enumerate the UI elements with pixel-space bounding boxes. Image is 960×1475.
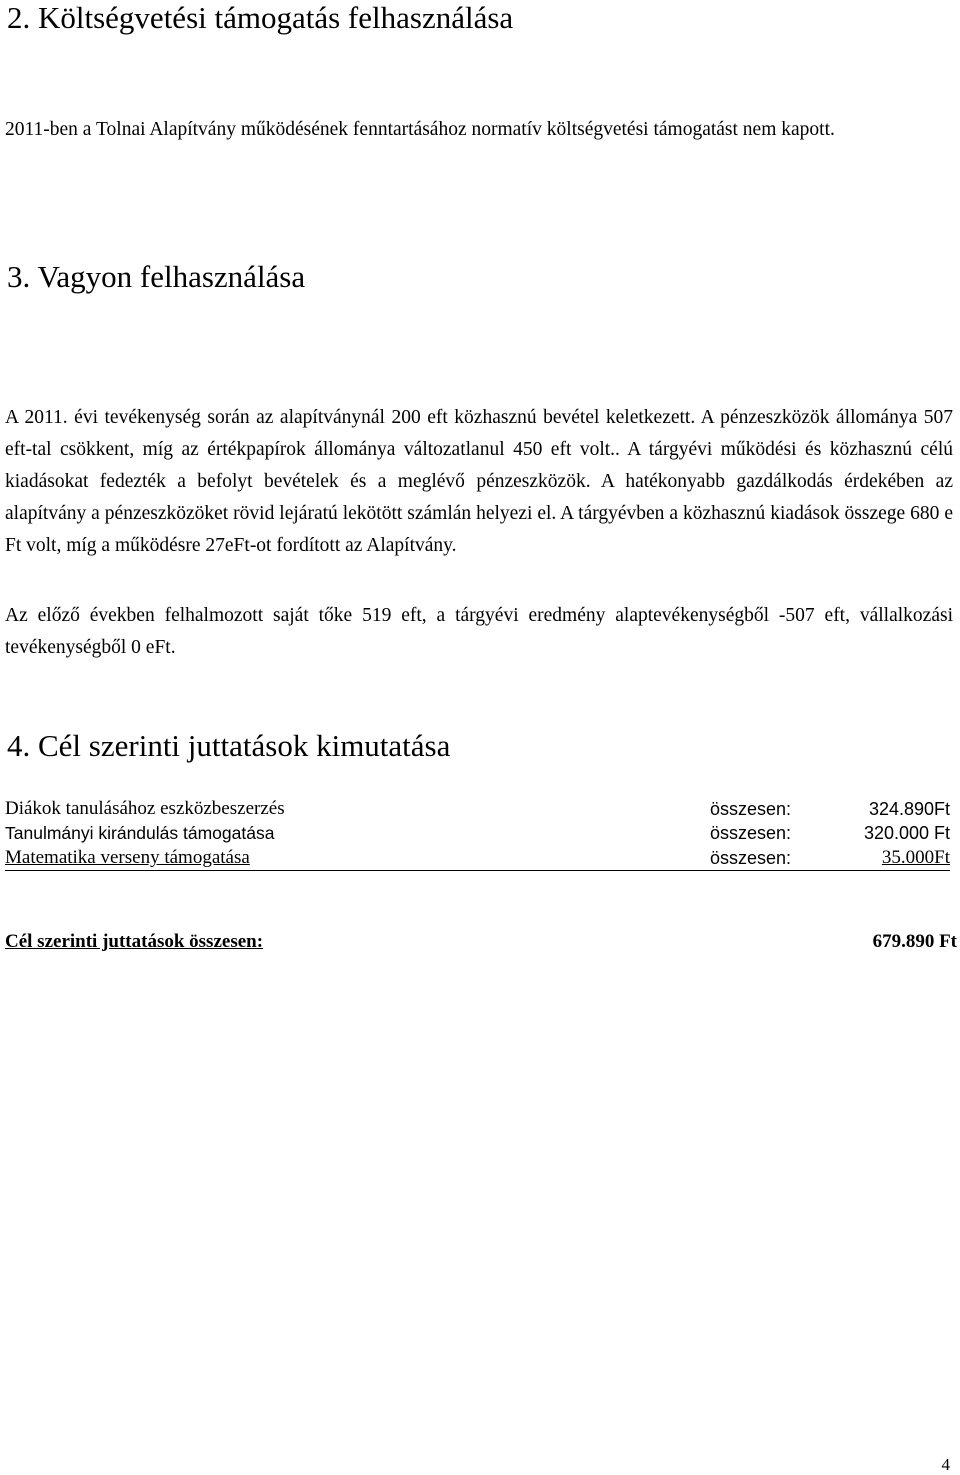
table-row — [5, 820, 950, 846]
row-sum-label: összesen: — [710, 799, 792, 819]
row-label: Tanulmányi kirándulás támogatása — [5, 823, 275, 843]
total-amount: 679.890 Ft — [872, 931, 957, 952]
section-3-heading: 3. Vagyon felhasználása — [7, 259, 306, 294]
row-sum-label: összesen: — [710, 848, 792, 868]
section-4-heading: 4. Cél szerinti juttatások kimutatása — [7, 728, 451, 763]
section-2-text: 2011-ben a Tolnai Alapítvány működésének fenntartásához normatív költségvetési támogatást nem kapott. — [5, 119, 835, 140]
row-sum-label: összesen: — [710, 823, 792, 843]
table-row — [5, 796, 950, 822]
row-label: Matematika verseny támogatása — [5, 847, 250, 868]
row-amount: 320.000 Ft — [863, 823, 950, 843]
table-row — [5, 845, 950, 871]
table-bottom-rule — [5, 870, 950, 871]
row-label: Diákok tanulásához eszközbeszerzés — [5, 798, 285, 819]
section-3-paragraph-2: Az előző években felhalmozott saját tőke 519 eft, a tárgyévi eredmény alaptevékenységből -507 eft, vállalkozási tevékenységből 0 eFt. — [5, 605, 953, 658]
row-amount: 35.000Ft — [881, 847, 950, 868]
total-label: Cél szerinti juttatások összesen: — [5, 931, 264, 952]
page-number: 4 — [941, 1455, 950, 1474]
section-2-heading: 2. Költségvetési támogatás felhasználása — [7, 0, 514, 35]
section-3-paragraph-1: A 2011. évi tevékenység során az alapítványnál 200 eft közhasznú bevétel keletkezett. A pénzeszközök állománya 507 eft-tal csökkent, míg az értékpapírok állománya változatlanul 450 eft volt.. A tárgyévi működési és közhasznú célú kiadásokat fedezték a befolyt bevételek és a meglévő pénzeszközök. A hatékonyabb gazdálkodás érdekében az alapítvány a pénzeszközöket rövid lejáratú lekötött számlán helyezi el. A tárgyévben a közhasznú kiadások összege 680 e Ft volt, míg a működésre 27eFt-ot fordított az Alapítvány. — [5, 407, 953, 556]
row-amount: 324.890Ft — [868, 799, 950, 819]
